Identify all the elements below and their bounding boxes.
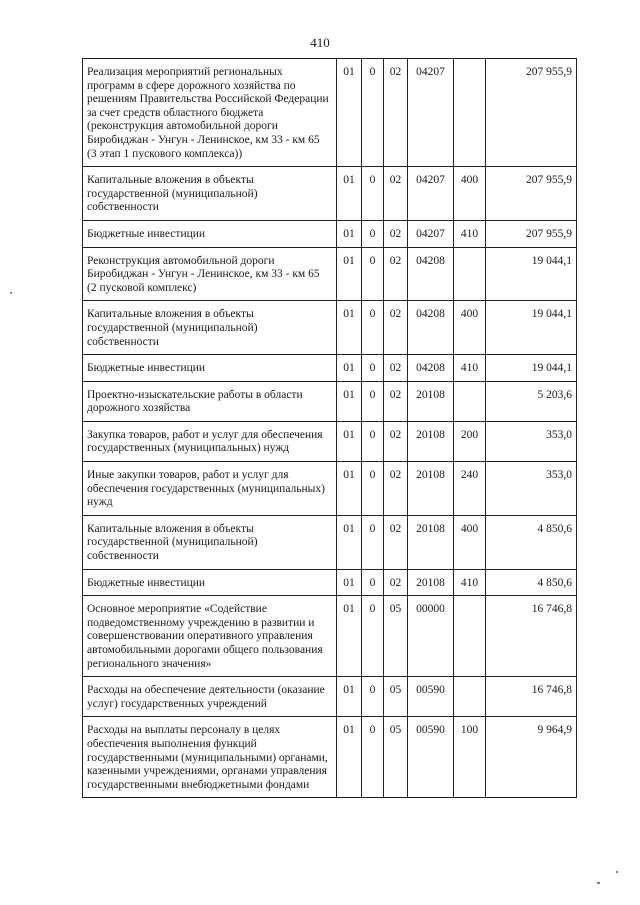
table-row (83, 381, 577, 421)
row-code-3: 02 (384, 355, 408, 382)
row-amount: 16 746,8 (486, 677, 577, 717)
row-name: Капитальные вложения в объекты государственной (муниципальной) собственности (83, 167, 337, 221)
table-row (83, 421, 577, 461)
row-code-1: 01 (337, 301, 362, 355)
row-code-5: 410 (454, 220, 486, 247)
row-code-2: 0 (362, 301, 384, 355)
row-name: Реализация мероприятий региональных программ в сфере дорожного хозяйства по решениям Правительства Российской Федерации за счет средств областного бюджета (реконструкция автомобильной дороги Биробиджан - Унгун - Ленинское, км 33 - км 65 (3 этап 1 пускового комплекса)) (83, 59, 337, 167)
row-name: Основное мероприятие «Содействие подведомственному учреждению в развитии и совершенствовании оперативного управления автомобильными дорогами общего пользования регионального значения» (83, 596, 337, 677)
row-code-5: 200 (454, 421, 486, 461)
row-code-5: 410 (454, 569, 486, 596)
row-code-2: 0 (362, 247, 384, 301)
table-row (83, 301, 577, 355)
table-row (83, 569, 577, 596)
row-code-2: 0 (362, 515, 384, 569)
row-amount: 5 203,6 (486, 381, 577, 421)
row-code-2: 0 (362, 59, 384, 167)
row-code-5: 400 (454, 167, 486, 221)
row-code-3: 05 (384, 717, 408, 798)
row-code-1: 01 (337, 355, 362, 382)
row-code-3: 02 (384, 247, 408, 301)
row-code-3: 02 (384, 515, 408, 569)
row-code-1: 01 (337, 247, 362, 301)
row-code-1: 01 (337, 59, 362, 167)
row-code-2: 0 (362, 167, 384, 221)
table-row (83, 717, 577, 798)
row-code-4: 20108 (408, 515, 454, 569)
row-code-4: 20108 (408, 569, 454, 596)
budget-table-body (83, 59, 577, 798)
row-code-3: 02 (384, 569, 408, 596)
row-code-4: 04207 (408, 59, 454, 167)
row-code-3: 05 (384, 677, 408, 717)
row-amount: 353,0 (486, 462, 577, 516)
row-amount: 9 964,9 (486, 717, 577, 798)
row-code-2: 0 (362, 220, 384, 247)
table-row (83, 462, 577, 516)
row-name: Бюджетные инвестиции (83, 220, 337, 247)
row-amount: 353,0 (486, 421, 577, 461)
row-amount: 207 955,9 (486, 167, 577, 221)
row-name: Капитальные вложения в объекты государственной (муниципальной) собственности (83, 515, 337, 569)
row-code-1: 01 (337, 381, 362, 421)
row-code-3: 02 (384, 421, 408, 461)
row-amount: 16 746,8 (486, 596, 577, 677)
row-name: Иные закупки товаров, работ и услуг для обеспечения государственных (муниципальных) нужд (83, 462, 337, 516)
row-code-1: 01 (337, 421, 362, 461)
row-name: Бюджетные инвестиции (83, 355, 337, 382)
row-code-2: 0 (362, 717, 384, 798)
table-row (83, 515, 577, 569)
scan-speck (597, 882, 600, 884)
row-code-4: 04208 (408, 301, 454, 355)
row-code-5 (454, 381, 486, 421)
row-code-5 (454, 596, 486, 677)
row-amount: 19 044,1 (486, 247, 577, 301)
table-row (83, 596, 577, 677)
row-code-4: 00590 (408, 677, 454, 717)
row-amount: 207 955,9 (486, 220, 577, 247)
row-code-4: 04208 (408, 355, 454, 382)
row-code-5: 400 (454, 301, 486, 355)
row-code-4: 20108 (408, 421, 454, 461)
row-name: Проектно-изыскательские работы в области дорожного хозяйства (83, 381, 337, 421)
row-code-4: 00590 (408, 717, 454, 798)
scan-speck (616, 871, 618, 873)
page-number: 410 (310, 35, 330, 50)
row-amount: 4 850,6 (486, 569, 577, 596)
row-name: Закупка товаров, работ и услуг для обеспечения государственных (муниципальных) нужд (83, 421, 337, 461)
row-code-1: 01 (337, 462, 362, 516)
row-code-5: 410 (454, 355, 486, 382)
row-code-5: 240 (454, 462, 486, 516)
scan-speck (10, 292, 12, 294)
row-code-5 (454, 59, 486, 167)
row-code-5 (454, 677, 486, 717)
row-code-4: 20108 (408, 381, 454, 421)
row-code-5: 100 (454, 717, 486, 798)
row-name: Расходы на обеспечение деятельности (оказание услуг) государственных учреждений (83, 677, 337, 717)
row-code-2: 0 (362, 421, 384, 461)
row-code-5 (454, 247, 486, 301)
row-code-3: 02 (384, 462, 408, 516)
table-row (83, 355, 577, 382)
row-name: Расходы на выплаты персоналу в целях обеспечения выполнения функций государственными (муниципальными) органами, казенными учреждениями, органами управления государственными внебюджетными фондами (83, 717, 337, 798)
row-code-1: 01 (337, 677, 362, 717)
table-row (83, 677, 577, 717)
row-code-1: 01 (337, 569, 362, 596)
row-code-2: 0 (362, 596, 384, 677)
row-code-3: 05 (384, 596, 408, 677)
row-name: Капитальные вложения в объекты государственной (муниципальной) собственности (83, 301, 337, 355)
row-amount: 19 044,1 (486, 301, 577, 355)
row-code-1: 01 (337, 167, 362, 221)
row-code-2: 0 (362, 355, 384, 382)
row-code-5: 400 (454, 515, 486, 569)
row-code-1: 01 (337, 596, 362, 677)
budget-table (82, 58, 577, 798)
row-code-3: 02 (384, 381, 408, 421)
row-amount: 4 850,6 (486, 515, 577, 569)
row-code-4: 00000 (408, 596, 454, 677)
row-code-4: 20108 (408, 462, 454, 516)
row-code-2: 0 (362, 569, 384, 596)
row-amount: 19 044,1 (486, 355, 577, 382)
row-code-1: 01 (337, 717, 362, 798)
table-row (83, 167, 577, 221)
row-amount: 207 955,9 (486, 59, 577, 167)
table-row (83, 247, 577, 301)
table-row (83, 220, 577, 247)
row-code-1: 01 (337, 220, 362, 247)
row-code-3: 02 (384, 59, 408, 167)
row-code-3: 02 (384, 220, 408, 247)
row-code-2: 0 (362, 462, 384, 516)
row-code-1: 01 (337, 515, 362, 569)
row-name: Бюджетные инвестиции (83, 569, 337, 596)
row-code-2: 0 (362, 677, 384, 717)
row-code-3: 02 (384, 301, 408, 355)
row-code-4: 04208 (408, 247, 454, 301)
row-code-4: 04207 (408, 167, 454, 221)
row-code-2: 0 (362, 381, 384, 421)
row-code-4: 04207 (408, 220, 454, 247)
row-code-3: 02 (384, 167, 408, 221)
table-row (83, 59, 577, 167)
row-name: Реконструкция автомобильной дороги Биробиджан - Унгун - Ленинское, км 33 - км 65 (2 пусковой комплекс) (83, 247, 337, 301)
